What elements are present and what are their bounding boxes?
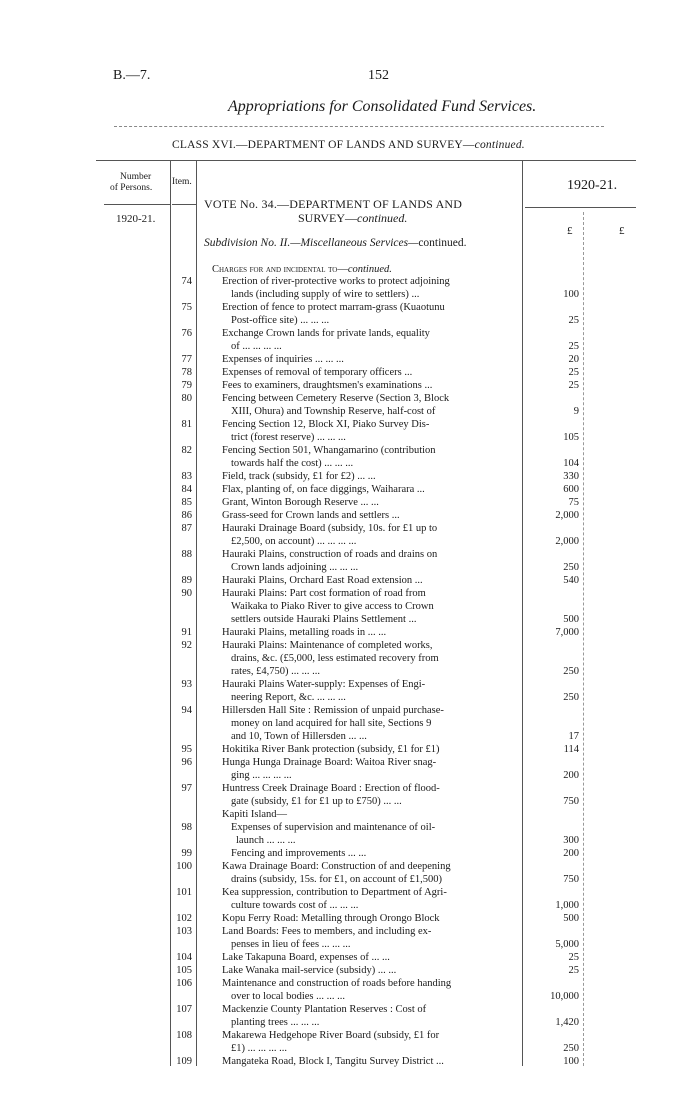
item-number: 81	[181, 419, 192, 430]
subdivision-heading	[204, 237, 467, 249]
table-row	[0, 587, 700, 600]
table-row	[0, 470, 700, 483]
item-number: 109	[176, 1056, 192, 1067]
item-description: over to local bodies ... ... ...	[231, 991, 346, 1002]
table-row	[0, 756, 700, 769]
table-row	[0, 353, 700, 366]
table-row	[0, 483, 700, 496]
item-description: £1) ... ... ... ...	[231, 1043, 287, 1054]
item-number: 96	[181, 757, 192, 768]
class-heading-text: CLASS XVI.—DEPARTMENT OF LANDS AND SURVEY—	[172, 139, 475, 151]
table-row	[0, 938, 700, 951]
table-row	[0, 1055, 700, 1068]
amount: 250	[563, 562, 579, 573]
table-row	[0, 600, 700, 613]
amount: 114	[563, 744, 579, 755]
table-row	[0, 509, 700, 522]
item-number: 86	[181, 510, 192, 521]
table-row	[0, 522, 700, 535]
item-number: 75	[181, 302, 192, 313]
table-row	[0, 431, 700, 444]
item-description: Exchange Crown lands for private lands, equality	[222, 328, 430, 339]
year-subrule	[525, 207, 636, 208]
vote-heading-line1: VOTE No. 34.—DEPARTMENT OF LANDS AND	[204, 197, 463, 211]
title-rule	[114, 126, 604, 127]
item-description: Fees to examiners, draughtsmen's examinations ...	[222, 380, 433, 391]
item-number: 87	[181, 523, 192, 534]
class-heading-continued: continued.	[474, 139, 525, 151]
item-description: penses in lieu of fees ... ... ...	[231, 939, 351, 950]
item-number: 97	[181, 783, 192, 794]
table-row	[0, 977, 700, 990]
table-row	[0, 626, 700, 639]
amount: 540	[563, 575, 579, 586]
amount: 1,000	[555, 900, 579, 911]
item-description: lands (including supply of wire to settlers) ...	[231, 289, 420, 300]
item-description: Fencing Section 12, Block XI, Piako Survey Dis-	[222, 419, 430, 430]
table-row	[0, 925, 700, 938]
vote-heading-survey: SURVEY—	[298, 211, 358, 225]
item-description: culture towards cost of ... ... ...	[231, 900, 359, 911]
table-row	[0, 951, 700, 964]
item-number: 85	[181, 497, 192, 508]
amount: 105	[563, 432, 579, 443]
item-description: Fencing and improvements ... ...	[231, 848, 367, 859]
table-row	[0, 275, 700, 288]
table-row	[0, 379, 700, 392]
page-title: Appropriations for Consolidated Fund Services.	[228, 98, 537, 115]
item-number: 79	[181, 380, 192, 391]
item-description: Hauraki Drainage Board (subsidy, 10s. for £1 up to	[222, 523, 438, 534]
item-number: 80	[181, 393, 192, 404]
item-description: Kopu Ferry Road: Metalling through Orongo Block	[222, 913, 440, 924]
table-row	[0, 769, 700, 782]
item-description: Grant, Winton Borough Reserve ... ...	[222, 497, 379, 508]
item-description: Hauraki Plains: Part cost formation of road from	[222, 588, 426, 599]
table-row	[0, 652, 700, 665]
persons-heading-line2: of Persons.	[110, 183, 153, 193]
item-number: 84	[181, 484, 192, 495]
persons-heading-line1: Number	[120, 172, 152, 182]
amount: 250	[563, 666, 579, 677]
table-row	[0, 743, 700, 756]
item-number: 83	[181, 471, 192, 482]
persons-subrule	[104, 204, 170, 205]
table-row	[0, 314, 700, 327]
amount: 25	[568, 380, 579, 391]
item-number: 106	[176, 978, 192, 989]
item-description: rates, £4,750) ... ... ...	[231, 666, 320, 677]
item-description: £2,500, on account) ... ... ... ...	[231, 536, 357, 547]
item-description: Expenses of supervision and maintenance of oil-	[231, 822, 436, 833]
table-row	[0, 821, 700, 834]
subdivision-title: Subdivision No. II.—Miscellaneous Services—	[204, 237, 419, 249]
table-row	[0, 873, 700, 886]
amount: 20	[568, 354, 579, 365]
pound-heading-left: £	[567, 225, 573, 237]
table-row	[0, 301, 700, 314]
amount: 100	[563, 289, 579, 300]
item-description: Field, track (subsidy, £1 for £2) ... ...	[222, 471, 376, 482]
item-number: 74	[181, 276, 192, 287]
table-row	[0, 444, 700, 457]
item-number: 99	[181, 848, 192, 859]
table-row	[0, 1042, 700, 1055]
item-description: drains (subsidy, 15s. for £1, on account of £1,500)	[231, 874, 443, 885]
item-number: 76	[181, 328, 192, 339]
item-number: 94	[181, 705, 192, 716]
table-row	[0, 678, 700, 691]
amount: 5,000	[555, 939, 579, 950]
table-row	[0, 340, 700, 353]
amount: 2,000	[555, 536, 579, 547]
table-row	[0, 1003, 700, 1016]
amount: 500	[563, 913, 579, 924]
table-row	[0, 1016, 700, 1029]
item-number: 78	[181, 367, 192, 378]
item-number: 98	[181, 822, 192, 833]
amount: 1,420	[555, 1017, 579, 1028]
table-row	[0, 990, 700, 1003]
item-number: 91	[181, 627, 192, 638]
amount: 250	[563, 1043, 579, 1054]
item-number: 100	[176, 861, 192, 872]
table-row	[0, 860, 700, 873]
table-row	[0, 639, 700, 652]
item-number: 82	[181, 445, 192, 456]
item-description: neering Report, &c. ... ... ...	[231, 692, 346, 703]
item-description: Waikaka to Piako River to give access to Crown	[231, 601, 434, 612]
table-row	[0, 691, 700, 704]
amount: 25	[568, 965, 579, 976]
amount: 104	[563, 458, 579, 469]
amount: 330	[563, 471, 579, 482]
item-subrule	[172, 204, 196, 205]
amount: 2,000	[555, 510, 579, 521]
table-row	[0, 366, 700, 379]
item-number: 103	[176, 926, 192, 937]
item-number: 107	[176, 1004, 192, 1015]
item-description: Expenses of inquiries ... ... ...	[222, 354, 344, 365]
table-row	[0, 535, 700, 548]
item-description: settlers outside Hauraki Plains Settlement ...	[231, 614, 417, 625]
table-row	[0, 457, 700, 470]
vote-heading-line2	[298, 211, 407, 226]
table-row	[0, 704, 700, 717]
item-description: drains, &c. (£5,000, less estimated recovery from	[231, 653, 439, 664]
amount: 250	[563, 692, 579, 703]
item-description: ging ... ... ... ...	[231, 770, 292, 781]
charges-continued: continued.	[347, 264, 392, 275]
item-description: Flax, planting of, on face diggings, Waiharara ...	[222, 484, 425, 495]
table-row	[0, 574, 700, 587]
item-description: Lake Wanaka mail-service (subsidy) ... ...	[222, 965, 397, 976]
item-description: planting trees ... ... ...	[231, 1017, 320, 1028]
item-description: Hokitika River Bank protection (subsidy, £1 for £1)	[222, 744, 440, 755]
document-reference: B.—7.	[113, 68, 151, 83]
amount: 750	[563, 874, 579, 885]
amount: 200	[563, 770, 579, 781]
amount: 25	[568, 367, 579, 378]
item-description: Hauraki Plains, metalling roads in ... ...	[222, 627, 387, 638]
amount: 200	[563, 848, 579, 859]
table-row	[0, 782, 700, 795]
item-number: 95	[181, 744, 192, 755]
item-description: Land Boards: Fees to members, and including ex-	[222, 926, 432, 937]
item-description: of ... ... ... ...	[231, 341, 282, 352]
table-row	[0, 548, 700, 561]
amount: 100	[563, 1056, 579, 1067]
table-top-rule	[96, 160, 636, 161]
item-description: Grass-seed for Crown lands and settlers ...	[222, 510, 400, 521]
item-description: Mackenzie County Plantation Reserves : Cost of	[222, 1004, 427, 1015]
table-row	[0, 561, 700, 574]
amount: 10,000	[550, 991, 579, 1002]
item-number: 90	[181, 588, 192, 599]
table-row	[0, 418, 700, 431]
item-description: Fencing Section 501, Whangamarino (contribution	[222, 445, 436, 456]
item-description: XIII, Ohura) and Township Reserve, half-cost of	[231, 406, 436, 417]
item-description: Hauraki Plains, Orchard East Road extension ...	[222, 575, 423, 586]
item-description: Mangateka Road, Block I, Tangitu Survey District ...	[222, 1056, 444, 1067]
charges-heading	[212, 264, 392, 275]
table-row	[0, 665, 700, 678]
table-row	[0, 405, 700, 418]
table-row	[0, 912, 700, 925]
subdivision-continued: continued.	[418, 237, 467, 249]
item-description: Hunga Hunga Drainage Board: Waitoa River snag-	[222, 757, 437, 768]
item-description: Fencing between Cemetery Reserve (Section 3, Block	[222, 393, 450, 404]
amount: 25	[568, 952, 579, 963]
amount: 25	[568, 341, 579, 352]
item-number: 105	[176, 965, 192, 976]
class-heading	[172, 139, 525, 151]
charges-title: Charges for and incidental to—	[212, 264, 348, 275]
item-description: Kea suppression, contribution to Department of Agri-	[222, 887, 447, 898]
table-row	[0, 847, 700, 860]
item-number: 93	[181, 679, 192, 690]
amount: 7,000	[555, 627, 579, 638]
item-description: Hauraki Plains: Maintenance of completed works,	[222, 640, 433, 651]
table-row	[0, 886, 700, 899]
amount: 300	[563, 835, 579, 846]
item-description: Lake Takapuna Board, expenses of ... ...	[222, 952, 390, 963]
table-row	[0, 496, 700, 509]
pound-heading-right: £	[619, 225, 625, 237]
item-description: Kapiti Island—	[222, 809, 288, 820]
table-row	[0, 899, 700, 912]
item-description: Crown lands adjoining ... ... ...	[231, 562, 359, 573]
amount: 17	[568, 731, 579, 742]
item-heading: Item.	[172, 177, 192, 187]
item-description: Erection of river-protective works to protect adjoining	[222, 276, 450, 287]
amount: 75	[568, 497, 579, 508]
table-row	[0, 1029, 700, 1042]
table-row	[0, 288, 700, 301]
table-row	[0, 717, 700, 730]
item-description: and 10, Town of Hillersden ... ...	[231, 731, 367, 742]
item-number: 102	[176, 913, 192, 924]
page-number: 152	[368, 68, 389, 83]
item-description: gate (subsidy, £1 for £1 up to £750) ... ...	[231, 796, 402, 807]
item-description: Huntress Creek Drainage Board : Erection of flood-	[222, 783, 440, 794]
table-row	[0, 834, 700, 847]
amount: 500	[563, 614, 579, 625]
item-description: trict (forest reserve) ... ... ...	[231, 432, 346, 443]
item-number: 108	[176, 1030, 192, 1041]
item-description: Hauraki Plains, construction of roads and drains on	[222, 549, 438, 560]
table-row	[0, 808, 700, 821]
item-description: Kawa Drainage Board: Construction of and deepening	[222, 861, 451, 872]
table-row	[0, 730, 700, 743]
amount: 25	[568, 315, 579, 326]
amount: 600	[563, 484, 579, 495]
item-description: Maintenance and construction of roads before handing	[222, 978, 452, 989]
item-number: 104	[176, 952, 192, 963]
amount: 9	[573, 406, 579, 417]
item-number: 101	[176, 887, 192, 898]
year-heading-left: 1920-21.	[116, 213, 156, 225]
amount: 750	[563, 796, 579, 807]
item-description: Makarewa Hedgehope River Board (subsidy, £1 for	[222, 1030, 440, 1041]
table-row	[0, 795, 700, 808]
year-heading-right: 1920-21.	[567, 178, 618, 193]
table-row	[0, 327, 700, 340]
item-description: Erection of fence to protect marram-grass (Kuaotunu	[222, 302, 445, 313]
item-description: Expenses of removal of temporary officers ...	[222, 367, 413, 378]
item-description: Hauraki Plains Water-supply: Expenses of Engi-	[222, 679, 426, 690]
item-number: 77	[181, 354, 192, 365]
item-description: launch ... ... ...	[236, 835, 296, 846]
item-number: 92	[181, 640, 192, 651]
item-number: 89	[181, 575, 192, 586]
vote-heading-continued: continued.	[357, 211, 408, 225]
item-description: Post-office site) ... ... ...	[231, 315, 330, 326]
table-row	[0, 392, 700, 405]
table-row	[0, 964, 700, 977]
item-description: Hillersden Hall Site : Remission of unpaid purchase-	[222, 705, 444, 716]
item-number: 88	[181, 549, 192, 560]
item-description: towards half the cost) ... ... ...	[231, 458, 354, 469]
table-row	[0, 613, 700, 626]
item-description: money on land acquired for hall site, Sections 9	[231, 718, 432, 729]
